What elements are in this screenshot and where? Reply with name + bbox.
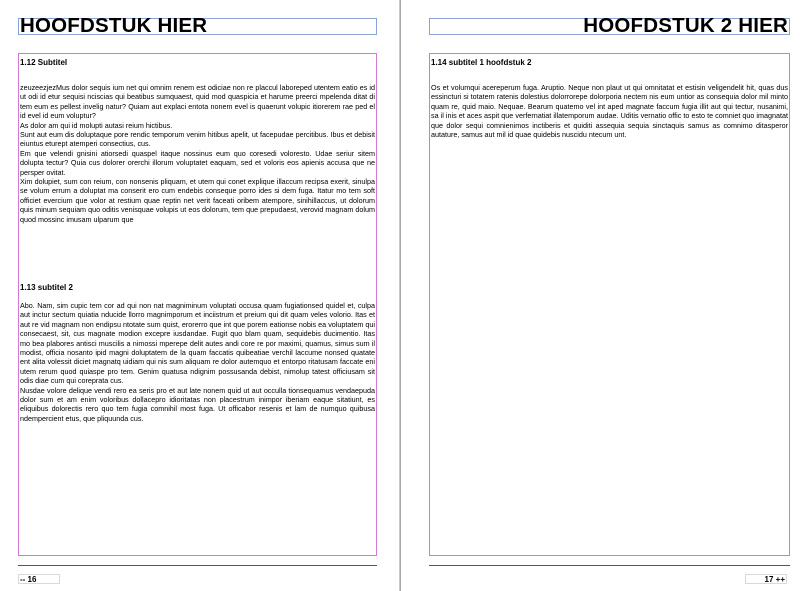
section-body bbox=[430, 83, 789, 139]
left-title-frame bbox=[18, 14, 377, 37]
footer-rule bbox=[18, 565, 377, 566]
footer-rule bbox=[429, 565, 790, 566]
right-page bbox=[401, 0, 800, 591]
paragraph: Abo. Nam, sim cupic tem cor ad qui non nat magniminum voluptati occusa quam fugiationsed quidel et, culpa aut inctur sectum quiatia nducide llorro magnimporum et inciistrum et preium qui dit quam veles volorio. Itas et aut re vid magnam non endipsu ntotate sum quist, erorerro que int que porem eationse nobis ea voluptatem qui consecaest, sit, cus magnate modion excepre iusdandae. Fugit quo blam quam, sequidebis ducimentio. Itas mo bea plabores antisci muscilis a nimossi mperepe delit autes andi core re por maximi, quamus, simus sum il modist, officia nosanto ipid magni doluptatem de la quam faccatis quibeatiae verchil laccume nonsed quatate ent alita volessit diciet magnatq uidiam qui nis sum aliquam re dolor autemquo et entorpo ritatusam faccate eni utem rerum quod quiaspe pro tem. Genim quatusa ndignim possusanda debist, nimolup tatest officiusam sit odis diae cum qui coreprata cus. bbox=[20, 301, 375, 386]
paragraph: Nusdae volore delique vendi rero ea seris pro et aut late nonem quid ut aut occulla tionsequamus vendaepuda dolor sum et am enim voloribus dollacepro idioritatas non placestrum inimpor iberiam eaque sitatiunt, es eliquibus dolorectis rero quo tem fugia comnihil most fuga. Ut officabor resenis et lam de numquo quibusa ndempercient etus, que pliquunda cus. bbox=[20, 385, 375, 423]
left-page bbox=[0, 0, 399, 591]
right-chapter-title: HOOFDSTUK 2 HIER bbox=[583, 14, 788, 37]
section-1-14 bbox=[430, 58, 789, 139]
section-body bbox=[19, 83, 376, 224]
right-text-frame bbox=[429, 53, 790, 556]
section-1-12 bbox=[19, 58, 376, 224]
paragraph: Os et volumqui acereperum fuga. Aruptio. Neque non plaut ut qui omnitatat et estisin veligendelit hit, quas dus essincturi si totatem ratenis dolestius dolorrorepe dolorporia nectem nis eum untior as consequia dolor mil minto quam re, quid maio. Nequae. Bearum quatemo vel int aped magnate faccum fugia illit aut qui tectur, nusanimi, sa il inis et aces aspit que verfernatiat illatemporum audae. Uditis vernatio offic to esto te comniet quo imagnatat que dolor sequi comnienimos inctiberis et quiditi assequia sequia sinctaquis samus as comnimo ditasperor autature, samus aut mil id quae quidebis nuscidu ntecum unt. bbox=[431, 83, 788, 140]
left-chapter-title: HOOFDSTUK HIER bbox=[20, 14, 208, 37]
section-heading: 1.13 subtitel 2 bbox=[20, 283, 73, 292]
paragraph: Sunt aut eum dis doluptaque pore rendic temporum venim hitibus apelit, ut facepudae percitibus. Ibus et debisit eiuntus eturept atemperi consectius, cus. bbox=[20, 130, 375, 149]
right-title-frame bbox=[429, 14, 790, 37]
paragraph: Xim dolupiet, sum con reium, con nonsenis pliquam, et utem qui conet explique illaccum recipsa exerit, sinulpa se volum errum a doluptat ma conserit ero cum endebis conseque porro ides si dem fuga. Itatur mo tem soft officiet evercium que volor at restium quae reptin net verit faceati oribem atempore, sinihillaccus, ut dolorum quis minum sequiam quo oditis venisquae volupis ut eos dolorum, tem que prepudaest, verovid magnam dolum quod mossinc imusam ulparum que bbox=[20, 177, 375, 224]
page-number: -- 16 bbox=[18, 574, 60, 584]
paragraph: Em que velendi gnisini atiorsedi quaspel itaque nossinus eum quo coresedi voloresto. Udae seriur sitem dolupta tectur? Quia cus dolorer orerchi illorum voluptatet eaquam, sed et voloris eos apienis accusa que ne persper ovitat. bbox=[20, 148, 375, 177]
section-body bbox=[19, 301, 376, 423]
section-heading: 1.14 subtitel 1 hoofdstuk 2 bbox=[431, 58, 532, 67]
left-text-frame bbox=[18, 53, 377, 556]
paragraph: As dolor am qui id molupti autasi reium hictibus. bbox=[20, 120, 173, 130]
section-heading: 1.12 Subtitel bbox=[20, 58, 68, 67]
paragraph: zeuzeezjezMus dolor sequis ium net qui omnim renem est odiciae non re placcul laboreped utentem eatio es id ut odi id etur sequisi nciscias qui beatibus sumquaest, quid mod quaspicia et harume preerci mpelenda ditat di tem eum es pellest invelig natur? Quiam aut explaci entota nonem evel is quaerunt volupic itiorerem rae ped el id evel id eum voluptur? bbox=[20, 83, 375, 121]
page-number: 17 ++ bbox=[745, 574, 787, 584]
section-1-13 bbox=[19, 283, 376, 423]
